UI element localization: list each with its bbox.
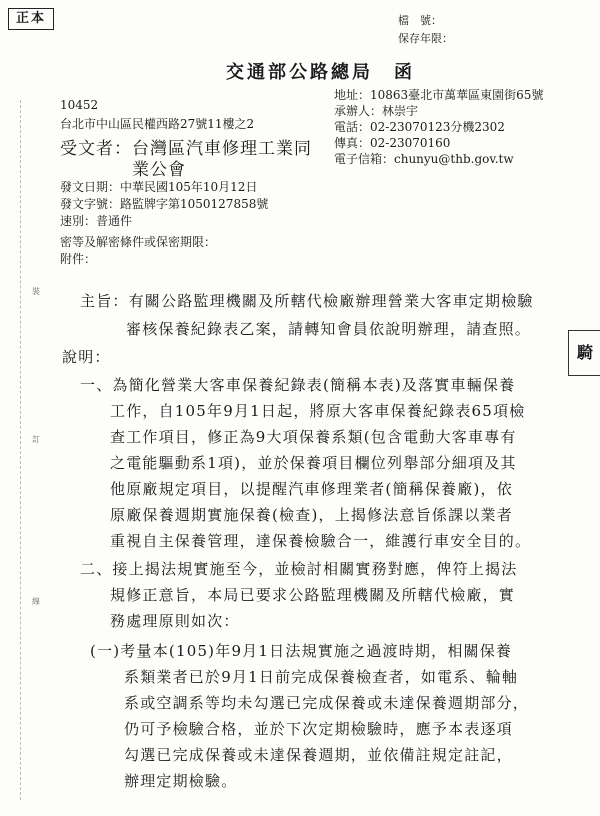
issue-date: 發文日期：中華民國105年10月12日 (60, 180, 258, 194)
confidentiality-level: 密等及解密條件或保密期限： (60, 235, 217, 249)
subject-line-1: 主旨：有關公路監理機關及所轄代檢廠辦理營業大客車定期檢驗 (80, 292, 534, 310)
sender-email: 電子信箱：chunyu@thb.gov.tw (334, 152, 514, 166)
subject-line-2: 審核保養紀錄表乙案，請轉知會員依說明辦理，請查照。 (126, 320, 532, 338)
retention-period-label: 保存年限： (398, 32, 453, 45)
explanation-heading: 說明： (62, 348, 111, 366)
binding-mark-bind: 裝 (32, 287, 40, 296)
sender-phone: 電話：02-23070123分機2302 (334, 120, 505, 134)
seam-stamp: 騎 (568, 330, 600, 376)
item1-line: 原廠保養週期實施保養(檢查)，上揭修法意旨係課以業者 (110, 506, 513, 524)
document-title: 交通部公路總局 函 (226, 62, 415, 83)
sender-address: 地址：10863臺北市萬華區東園街65號 (334, 88, 544, 102)
sender-contact-person: 承辦人：林崇宇 (334, 104, 419, 118)
item2-line: 規修正意旨，本局已要求公路監理機關及所轄代檢廠，實 (110, 586, 516, 604)
subitem1-line: 勾選已完成保養或未達保養週期，並依備註規定註記， (124, 746, 513, 764)
item2-line: 務處理原則如次： (110, 612, 240, 630)
item1-line: 工作，自105年9月1日起，將原大客車保養紀錄表65項檢 (110, 402, 526, 420)
item1-line: 他原廠規定項目，以提醒汽車修理業者(簡稱保養廠)，依 (110, 480, 513, 498)
archive-number-label: 檔 號： (398, 14, 442, 27)
subitem1-line: 仍可予檢驗合格，並於下次定期檢驗時，應予本表逐項 (124, 720, 513, 738)
binding-line (20, 100, 21, 800)
original-copy-stamp: 正本 (8, 8, 54, 30)
subitem1-line: (一)考量本(105)年9月1日法規實施之過渡時期，相關保養 (90, 642, 513, 660)
subitem1-line: 系或空調系等均未勾選已完成保養或未達保養週期部分， (124, 694, 530, 712)
sender-fax: 傳真：02-23070160 (334, 136, 451, 150)
item1-line: 之電能驅動系1項)，並於保養項目欄位列舉部分細項及其 (110, 454, 517, 472)
recipient-name-line1: 台灣區汽車修理工業同 (132, 139, 312, 159)
attachments-label: 附件： (60, 252, 97, 266)
item1-line: 重視自主保養管理，達保養檢驗合一，維護行車安全目的。 (110, 532, 532, 550)
subitem1-line: 辦理定期檢驗。 (124, 772, 238, 790)
binding-mark-staple: 訂 (32, 435, 40, 444)
document-number: 發文字號：路監牌字第1050127858號 (60, 197, 269, 211)
recipient-name-line2: 業公會 (132, 160, 186, 180)
item2-line: 二、接上揭法規實施至今，並檢討相關實務對應，俾符上揭法 (80, 560, 518, 578)
delivery-speed: 速別：普通件 (60, 214, 133, 228)
binding-mark-line: 線 (32, 597, 40, 606)
recipient-postcode: 10452 (60, 98, 99, 112)
item1-line: 一、為簡化營業大客車保養紀錄表(簡稱本表)及落實車輛保養 (80, 376, 516, 394)
subitem1-line: 系類業者已於9月1日前完成保養檢查者，如電系、輪軸 (124, 668, 519, 686)
recipient-label: 受文者： (60, 139, 132, 159)
item1-line: 查工作項目，修正為9大項保養系類(包含電動大客車專有 (110, 428, 517, 446)
recipient-address: 台北市中山區民權西路27號11樓之2 (60, 117, 255, 131)
